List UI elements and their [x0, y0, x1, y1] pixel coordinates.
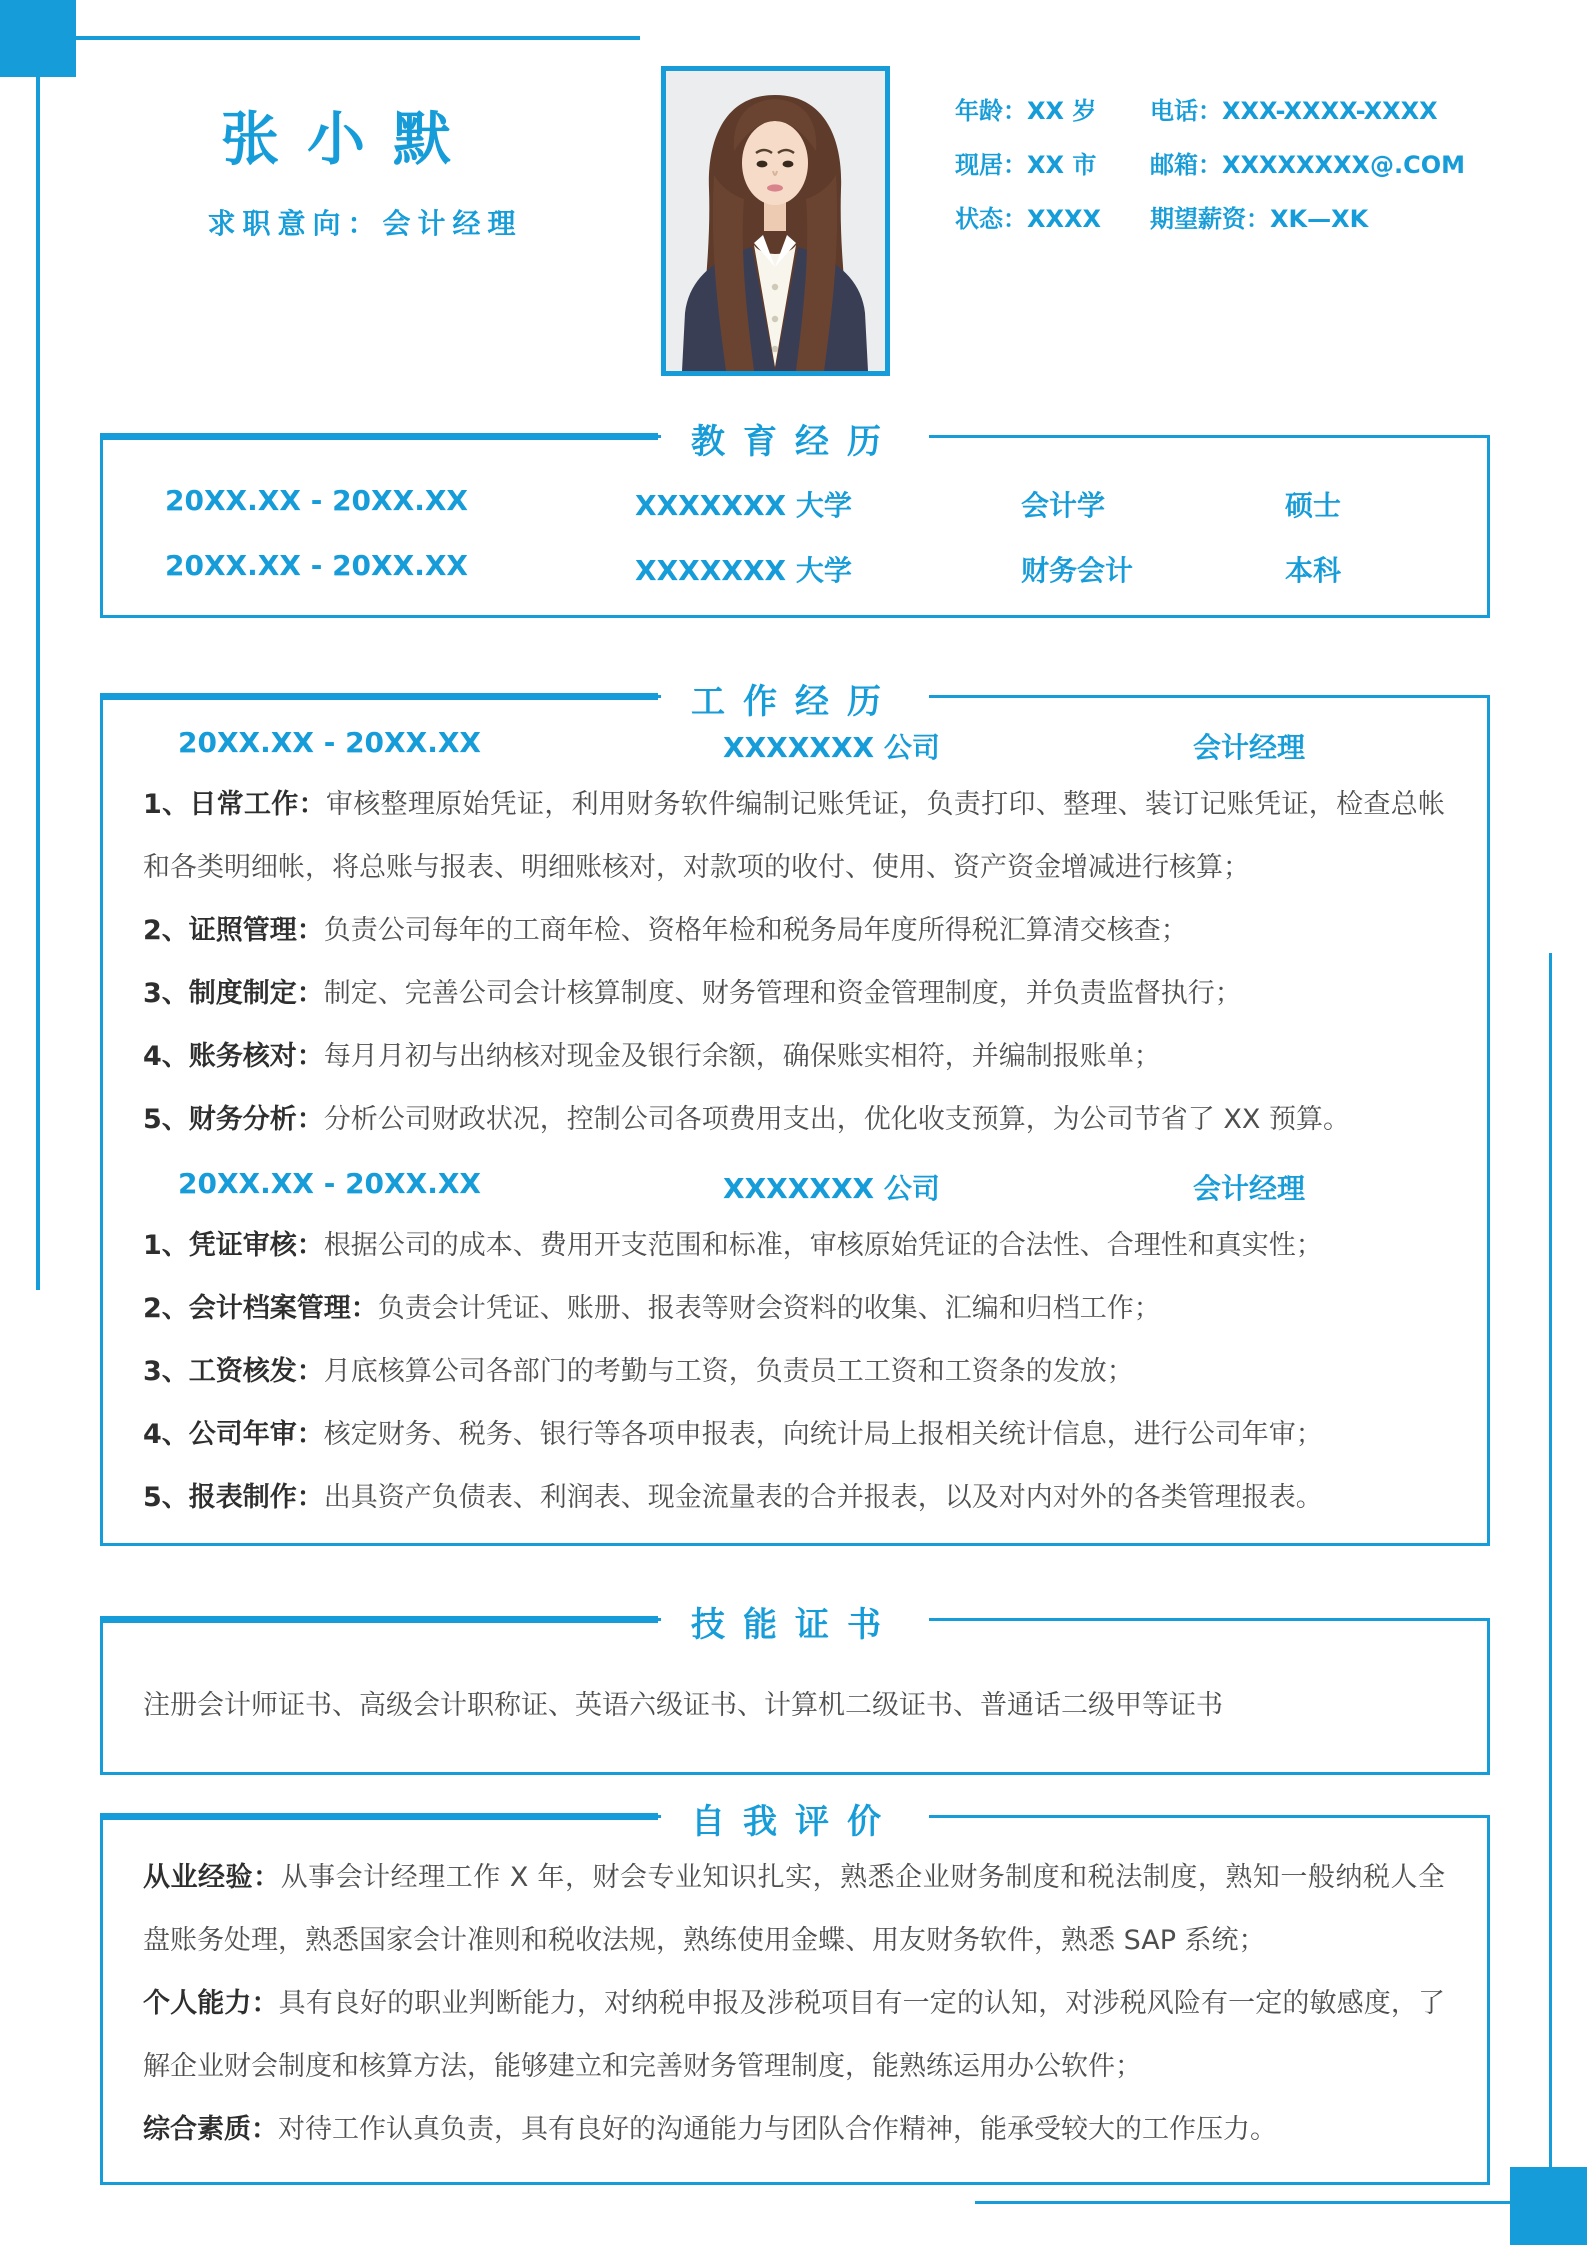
job-duty-label: 2、证照管理： [143, 915, 324, 946]
job-duty [143, 1214, 1445, 1277]
job-role: 会计经理 [1193, 1172, 1306, 1205]
decor-line-left [36, 72, 40, 1290]
job-duty-text: 制定、完善公司会计核算制度、财务管理和资金管理制度，并负责监督执行； [323, 978, 1242, 1009]
section-title-left-line [100, 1813, 658, 1820]
contact-city: 现居：XX 市 [955, 151, 1097, 179]
job-duty-text: 审核整理原始凭证，利用财务软件编制记账凭证，负责打印、整理、装订记账凭证，检查总帐和各类明细帐，将总账与报表、明细账核对，对款项的收付、使用、资产资金增减进行核算； [143, 789, 1445, 883]
education-section [100, 422, 1490, 618]
certificates-list: 注册会计师证书、高级会计职称证、英语六级证书、计算机二级证书、普通话二级甲等证书 [143, 1690, 1223, 1721]
job-duty-label: 2、会计档案管理： [143, 1293, 378, 1324]
contact-email: 邮箱：XXXXXXXX@.COM [1150, 151, 1466, 179]
profile-photo [661, 66, 890, 376]
self-evaluation-item [143, 1846, 1445, 1972]
education-school: XXXXXXX 大学 [635, 489, 852, 522]
self-evaluation-title: 自我评价 [661, 1794, 929, 1843]
job-duty-label: 3、工资核发： [143, 1356, 324, 1387]
job-duty [143, 962, 1445, 1025]
job-duty-label: 1、日常工作： [143, 789, 326, 820]
job-duty [143, 1340, 1445, 1403]
job-period: 20XX.XX - 20XX.XX [178, 726, 482, 759]
contact-info [955, 96, 1555, 235]
education-title: 教育经历 [661, 414, 929, 463]
job-duty [143, 899, 1445, 962]
contact-status: 状态：XXXX [955, 205, 1102, 233]
job-duty [143, 1403, 1445, 1466]
decor-square-bottom-right [1510, 2167, 1587, 2245]
education-degree: 硕士 [1285, 489, 1342, 522]
job-duty-text: 分析公司财政状况，控制公司各项费用支出，优化收支预算，为公司节省了 XX 预算。 [323, 1104, 1350, 1135]
education-school: XXXXXXX 大学 [635, 554, 852, 587]
self-evaluation-label: 个人能力： [143, 1988, 279, 2019]
skills-title: 技能证书 [661, 1597, 929, 1646]
decor-square-top-left [0, 0, 76, 77]
decor-line-bottom [975, 2201, 1510, 2204]
contact-phone: 电话：XXX-XXXX-XXXX [1150, 97, 1438, 125]
section-title-left-line [100, 1616, 658, 1623]
job-duty-text: 根据公司的成本、费用开支范围和标准，审核原始凭证的合法性、合理性和真实性； [323, 1230, 1323, 1261]
job-company: XXXXXXX 公司 [723, 731, 940, 764]
self-evaluation-label: 综合素质： [143, 2114, 278, 2145]
contact-salary: 期望薪资：XK—XK [1150, 205, 1369, 233]
self-evaluation-section [100, 1802, 1490, 2185]
self-evaluation-text: 从事会计经理工作 X 年，财会专业知识扎实，熟悉企业财务制度和税法制度，熟知一般纳税人全盘账务处理，熟悉国家会计准则和税收法规，熟练使用金蝶、用友财务软件，熟悉 SAP 系统； [143, 1862, 1445, 1956]
self-evaluation-text: 对待工作认真负责，具有良好的沟通能力与团队合作精神，能承受较大的工作压力。 [278, 2114, 1277, 2145]
job-duty-text: 负责会计凭证、账册、报表等财会资料的收集、汇编和归档工作； [377, 1293, 1161, 1324]
job-duty-text: 出具资产负债表、利润表、现金流量表的合并报表，以及对内对外的各类管理报表。 [323, 1482, 1323, 1513]
job-duty-text: 月底核算公司各部门的考勤与工资，负责员工工资和工资条的发放； [323, 1356, 1134, 1387]
self-evaluation-item [143, 1972, 1445, 2098]
self-evaluation-content [103, 1818, 1487, 2161]
section-title-left-line [100, 433, 658, 440]
job-duty-label: 1、凭证审核： [143, 1230, 324, 1261]
decor-line-top [76, 36, 640, 40]
work-content [103, 698, 1487, 1529]
work-section [100, 682, 1490, 1546]
education-period: 20XX.XX - 20XX.XX [165, 484, 469, 517]
job-role: 会计经理 [1193, 731, 1306, 764]
job-intent: 求职意向：会计经理 [207, 207, 523, 240]
contact-age: 年龄：XX 岁 [955, 97, 1097, 125]
job-company: XXXXXXX 公司 [723, 1172, 940, 1205]
education-row [103, 549, 1487, 589]
decor-line-right [1549, 953, 1552, 2167]
job-duty [143, 1466, 1445, 1529]
job-duty-label: 4、账务核对： [143, 1041, 324, 1072]
education-period: 20XX.XX - 20XX.XX [165, 549, 469, 582]
portrait-illustration [666, 71, 885, 371]
candidate-name: 张小默 [220, 105, 479, 173]
education-major: 财务会计 [1021, 554, 1134, 587]
job-duty-label: 3、制度制定： [143, 978, 324, 1009]
education-row [103, 484, 1487, 524]
job-duty [143, 773, 1445, 899]
job-duty-text: 核定财务、税务、银行等各项申报表，向统计局上报相关统计信息，进行公司年审； [323, 1419, 1323, 1450]
job-period: 20XX.XX - 20XX.XX [178, 1167, 482, 1200]
job-duty-label: 5、报表制作： [143, 1482, 324, 1513]
job-duty [143, 1025, 1445, 1088]
work-title: 工作经历 [661, 674, 929, 723]
skills-section [100, 1605, 1490, 1775]
self-evaluation-label: 从业经验： [143, 1862, 281, 1893]
self-evaluation-text: 具有良好的职业判断能力，对纳税申报及涉税项目有一定的认知，对涉税风险有一定的敏感度，了解企业财会制度和核算方法，能够建立和完善财务管理制度，能熟练运用办公软件； [143, 1988, 1446, 2082]
job-duty [143, 1088, 1445, 1151]
section-title-left-line [100, 693, 658, 700]
job-header [143, 1151, 1445, 1214]
job-duty-text: 负责公司每年的工商年检、资格年检和税务局年度所得税汇算清交核查； [323, 915, 1188, 946]
job-duty-text: 每月月初与出纳核对现金及银行余额，确保账实相符，并编制报账单； [323, 1041, 1161, 1072]
education-degree: 本科 [1285, 554, 1342, 587]
job-duty [143, 1277, 1445, 1340]
job-duty-label: 5、财务分析： [143, 1104, 324, 1135]
education-major: 会计学 [1021, 489, 1106, 522]
self-evaluation-item [143, 2098, 1445, 2161]
job-duty-label: 4、公司年审： [143, 1419, 324, 1450]
